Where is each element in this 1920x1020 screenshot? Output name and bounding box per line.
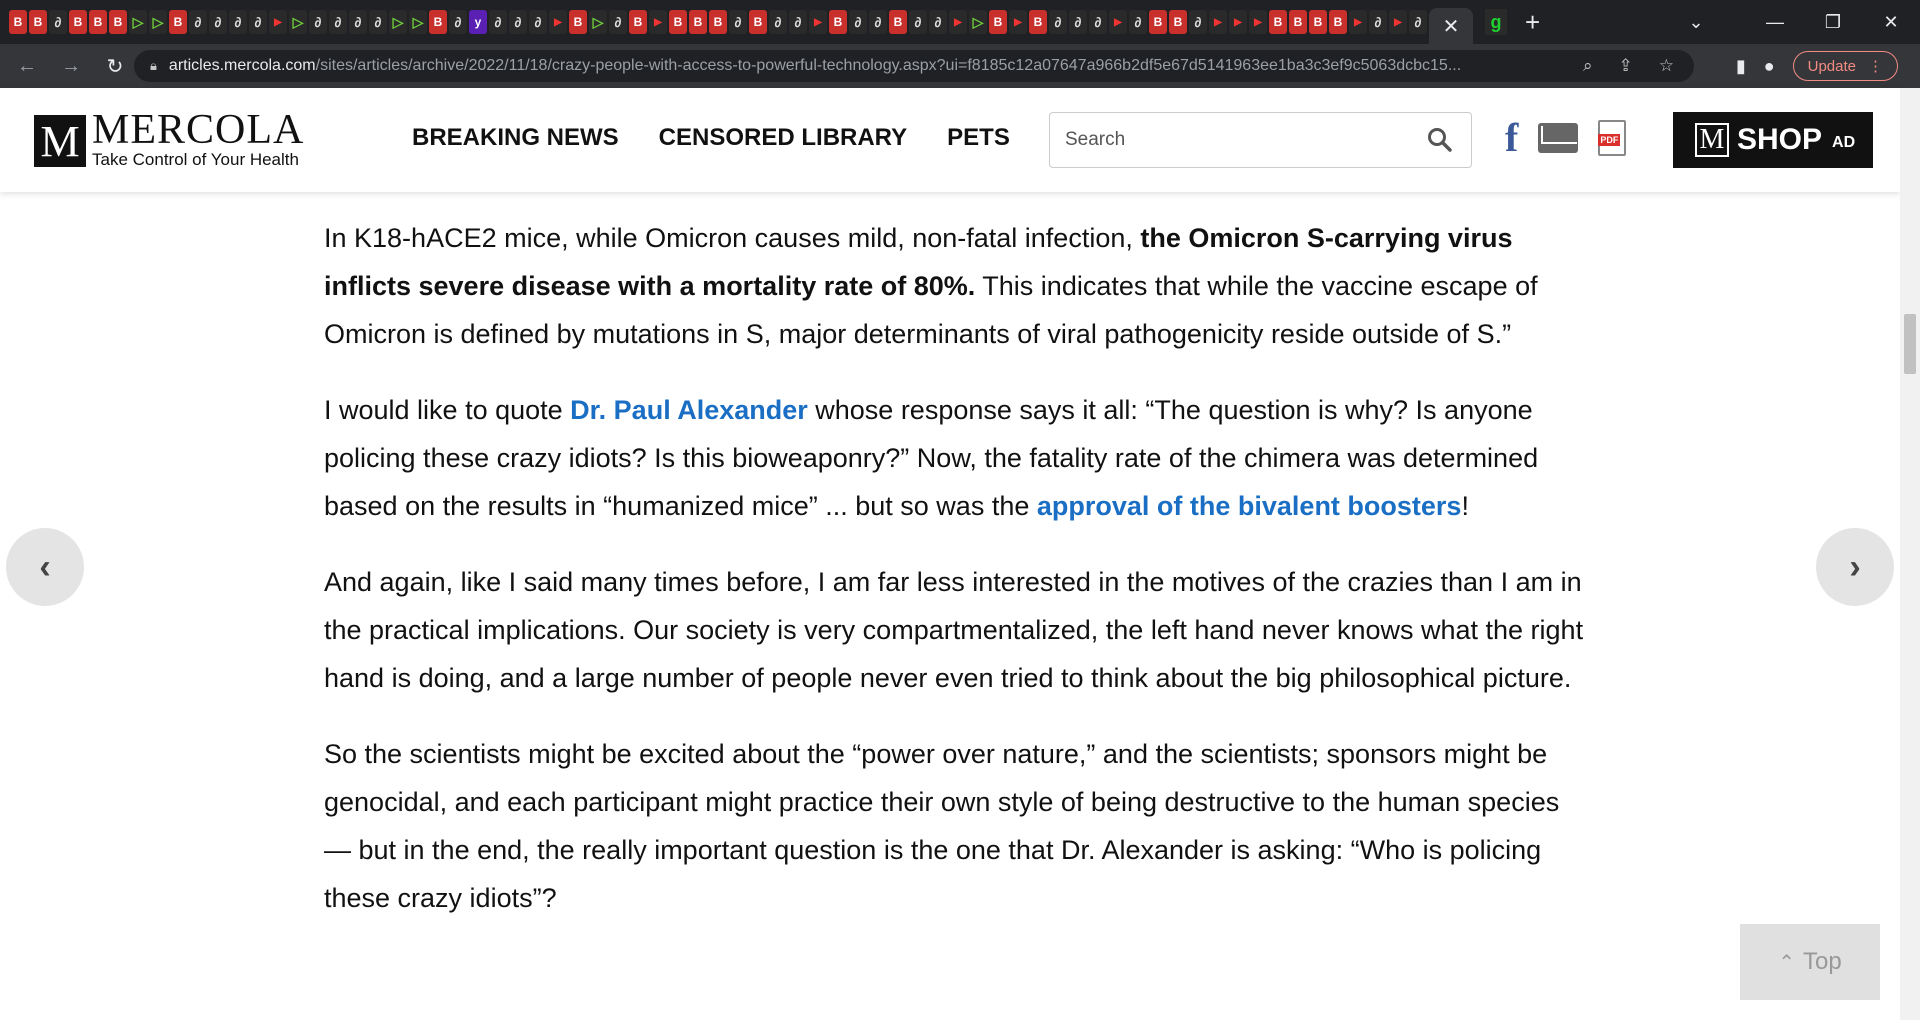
social-links	[1505, 115, 1626, 160]
browser-tab[interactable]	[1049, 10, 1067, 34]
browser-tab[interactable]	[149, 10, 167, 34]
url-host: articles.mercola.com	[168, 57, 316, 74]
browser-tab[interactable]	[689, 10, 707, 34]
restore-icon[interactable]: ❐	[1824, 11, 1842, 32]
chevron-up-icon: ⌃	[1778, 951, 1796, 974]
browser-tab[interactable]	[89, 10, 107, 34]
browser-tab[interactable]	[169, 10, 187, 34]
nav-censored-library[interactable]: CENSORED LIBRARY	[658, 124, 908, 151]
share-icon[interactable]: ⇪	[1618, 56, 1633, 75]
browser-tab[interactable]	[729, 10, 747, 34]
browser-tab[interactable]	[269, 10, 287, 34]
shop-label: SHOP	[1737, 123, 1823, 156]
browser-tab[interactable]	[629, 10, 647, 34]
new-tab-button[interactable]: +	[1525, 7, 1540, 37]
logo-tagline: Take Control of Your Health	[92, 150, 299, 169]
browser-tab[interactable]	[1309, 10, 1327, 34]
browser-tab[interactable]	[1009, 10, 1027, 34]
browser-tab[interactable]	[1089, 10, 1107, 34]
browser-tab[interactable]	[329, 10, 347, 34]
browser-tab[interactable]	[909, 10, 927, 34]
browser-tab[interactable]	[989, 10, 1007, 34]
browser-tab[interactable]	[1349, 10, 1367, 34]
browser-tab[interactable]	[1109, 10, 1127, 34]
browser-tab[interactable]	[29, 10, 47, 34]
paragraph-text: In K18-hACE2 mice, while Omicron causes mild, non-fatal infection,	[324, 223, 1141, 253]
logo-name: MERCOLA	[92, 107, 305, 153]
tab-list	[0, 0, 1540, 44]
menu-dots-icon: ⋮	[1868, 58, 1883, 75]
browser-tab[interactable]	[569, 10, 587, 34]
browser-tab[interactable]	[229, 10, 247, 34]
logo-text	[92, 107, 305, 170]
browser-tab[interactable]	[1289, 10, 1307, 34]
bookmark-star-icon[interactable]: ☆	[1658, 56, 1674, 75]
paragraph-text: This indicates that while the vaccine escape of Omicron is defined by mutations in S, major determinants of viral pathogenicity reside outside of S.”	[324, 271, 1538, 349]
minimize-icon[interactable]: —	[1766, 11, 1784, 32]
browser-tab[interactable]	[1329, 10, 1347, 34]
paragraph	[324, 214, 1584, 358]
browser-tab[interactable]	[809, 10, 827, 34]
main-nav	[412, 124, 1010, 152]
browser-tab[interactable]: g	[1485, 9, 1507, 35]
toolbar-right	[1736, 44, 1920, 88]
browser-tab[interactable]	[1169, 10, 1187, 34]
scrollbar-thumb[interactable]	[1904, 314, 1916, 374]
browser-tab[interactable]	[349, 10, 367, 34]
paragraph: And again, like I said many times before, I am far less interested in the motives of the crazies than I am in the practical implications. Our society is very compartmentalized, the left hand never knows what the right hand is doing, and a large number of people never even tried to think about the big philosophical picture.	[324, 567, 1584, 693]
browser-tab[interactable]	[969, 10, 987, 34]
browser-tab[interactable]	[949, 10, 967, 34]
back-to-top-button[interactable]	[1740, 924, 1880, 1000]
email-icon[interactable]	[1538, 123, 1578, 153]
browser-tab[interactable]	[749, 10, 767, 34]
nav-pets[interactable]: PETS	[947, 124, 1010, 151]
chevron-right-icon: ›	[1849, 547, 1861, 586]
search-box	[1049, 112, 1472, 168]
browser-tab[interactable]	[1149, 10, 1167, 34]
browser-tab[interactable]	[209, 10, 227, 34]
browser-tab[interactable]	[1269, 10, 1287, 34]
paragraph	[324, 386, 1584, 530]
browser-tab[interactable]	[189, 10, 207, 34]
browser-tab[interactable]	[389, 10, 407, 34]
next-article-button[interactable]	[1816, 528, 1894, 606]
reload-icon[interactable]: ↻	[106, 55, 124, 78]
side-panel-icon[interactable]: ▮	[1735, 55, 1746, 76]
update-label: Update	[1807, 57, 1856, 75]
search-icon[interactable]	[1427, 127, 1453, 153]
close-window-icon[interactable]: ✕	[1883, 11, 1899, 32]
active-tab-close-icon[interactable]: ✕	[1429, 8, 1473, 44]
browser-tab[interactable]	[589, 10, 607, 34]
browser-tab[interactable]	[369, 10, 387, 34]
profile-icon[interactable]: ●	[1763, 55, 1775, 76]
browser-toolbar	[0, 44, 1920, 88]
browser-tab[interactable]	[1129, 10, 1147, 34]
address-bar[interactable]	[134, 50, 1694, 82]
shop-ad-label: AD	[1832, 134, 1856, 151]
browser-tab[interactable]	[1409, 10, 1427, 34]
browser-tab[interactable]	[1029, 10, 1047, 34]
paragraph-text: whose response says it all: “The question is why? Is anyone policing these crazy idiots? Is this bioweaponry?” Now, the fatality rate of the chimera was determined based on the results in “humanized mice” ... but so was the	[324, 395, 1539, 521]
browser-tab[interactable]	[469, 10, 487, 34]
browser-tab-strip	[0, 0, 1920, 44]
browser-tab[interactable]	[1209, 10, 1227, 34]
paragraph: So the scientists might be excited about the “power over nature,” and the scientists; sponsors might be genocidal, and each participant might practice their own style of being destructive to the human species — but in the end, the really important question is the one that Dr. Alexander is asking: “Who is policing these crazy idiots”?	[324, 739, 1560, 913]
shop-button[interactable]	[1673, 112, 1873, 168]
tab-search-icon[interactable]: ⌄	[1688, 11, 1704, 32]
browser-tab[interactable]	[849, 10, 867, 34]
browser-tab[interactable]	[609, 10, 627, 34]
url-path: /sites/articles/archive/2022/11/18/crazy-people-with-access-to-powerful-technology.aspx?ui=f8185c12a07647a966b2df5e67d5141963ee1ba3c3ef9c5063dcbc15...	[315, 57, 1462, 74]
browser-tab[interactable]	[1389, 10, 1407, 34]
browser-tab[interactable]	[69, 10, 87, 34]
browser-tab[interactable]	[309, 10, 327, 34]
browser-tab[interactable]	[889, 10, 907, 34]
browser-tab[interactable]	[9, 10, 27, 34]
update-button[interactable]	[1793, 51, 1898, 81]
facebook-icon[interactable]: f	[1505, 115, 1519, 160]
logo-mark: M	[34, 115, 86, 167]
browser-tab[interactable]	[1369, 10, 1387, 34]
forward-icon[interactable]: →	[61, 54, 81, 77]
lock-icon[interactable]: 🔒︎	[150, 58, 157, 73]
pdf-label: PDF	[1600, 135, 1619, 145]
article-body	[324, 214, 1584, 950]
page-scrollbar[interactable]	[1900, 88, 1920, 1020]
url-text[interactable]	[169, 57, 1589, 75]
paragraph-bold-text: the Omicron S-carrying virus inflicts severe disease with a mortality rate of 80%.	[324, 223, 1513, 301]
browser-tab[interactable]	[709, 10, 727, 34]
browser-tab[interactable]	[429, 10, 447, 34]
paragraph-text: !	[1461, 491, 1469, 521]
link-bivalent-boosters[interactable]: approval of the bivalent boosters	[1036, 491, 1462, 521]
browser-tab[interactable]	[1069, 10, 1087, 34]
browser-tab[interactable]	[769, 10, 787, 34]
browser-tab[interactable]	[1189, 10, 1207, 34]
browser-tab[interactable]	[409, 10, 427, 34]
chevron-left-icon: ‹	[39, 547, 51, 586]
top-label: Top	[1803, 948, 1842, 975]
omnibox-actions	[1583, 50, 1674, 82]
browser-tab[interactable]	[529, 10, 547, 34]
mercola-logo[interactable]	[34, 107, 305, 170]
browser-tab[interactable]	[1249, 10, 1267, 34]
paragraph-text: I would like to quote	[324, 395, 571, 425]
back-icon[interactable]: ←	[17, 54, 37, 77]
browser-tab[interactable]	[249, 10, 267, 34]
browser-tab[interactable]	[49, 10, 67, 34]
browser-tab[interactable]	[549, 10, 567, 34]
prev-article-button[interactable]	[6, 528, 84, 606]
browser-tab[interactable]	[1229, 10, 1247, 34]
browser-tab[interactable]	[489, 10, 507, 34]
zoom-icon[interactable]: ⌕	[1582, 56, 1593, 75]
browser-tab[interactable]	[789, 10, 807, 34]
browser-tab[interactable]	[449, 10, 467, 34]
link-paul-alexander[interactable]: Dr. Paul Alexander	[570, 395, 808, 425]
browser-tab[interactable]	[929, 10, 947, 34]
browser-tab[interactable]	[829, 10, 847, 34]
window-controls	[1676, 0, 1920, 44]
browser-tab[interactable]	[289, 10, 307, 34]
site-header	[0, 88, 1900, 192]
shop-logo-mark: M	[1695, 123, 1729, 157]
browser-tab[interactable]	[869, 10, 887, 34]
search-input[interactable]	[1065, 129, 1415, 151]
nav-breaking-news[interactable]: BREAKING NEWS	[412, 124, 619, 151]
browser-tab[interactable]	[509, 10, 527, 34]
browser-tab[interactable]	[129, 10, 147, 34]
browser-tab[interactable]	[109, 10, 127, 34]
pdf-icon[interactable]	[1598, 120, 1626, 156]
browser-tab[interactable]	[649, 10, 667, 34]
browser-tab[interactable]	[669, 10, 687, 34]
